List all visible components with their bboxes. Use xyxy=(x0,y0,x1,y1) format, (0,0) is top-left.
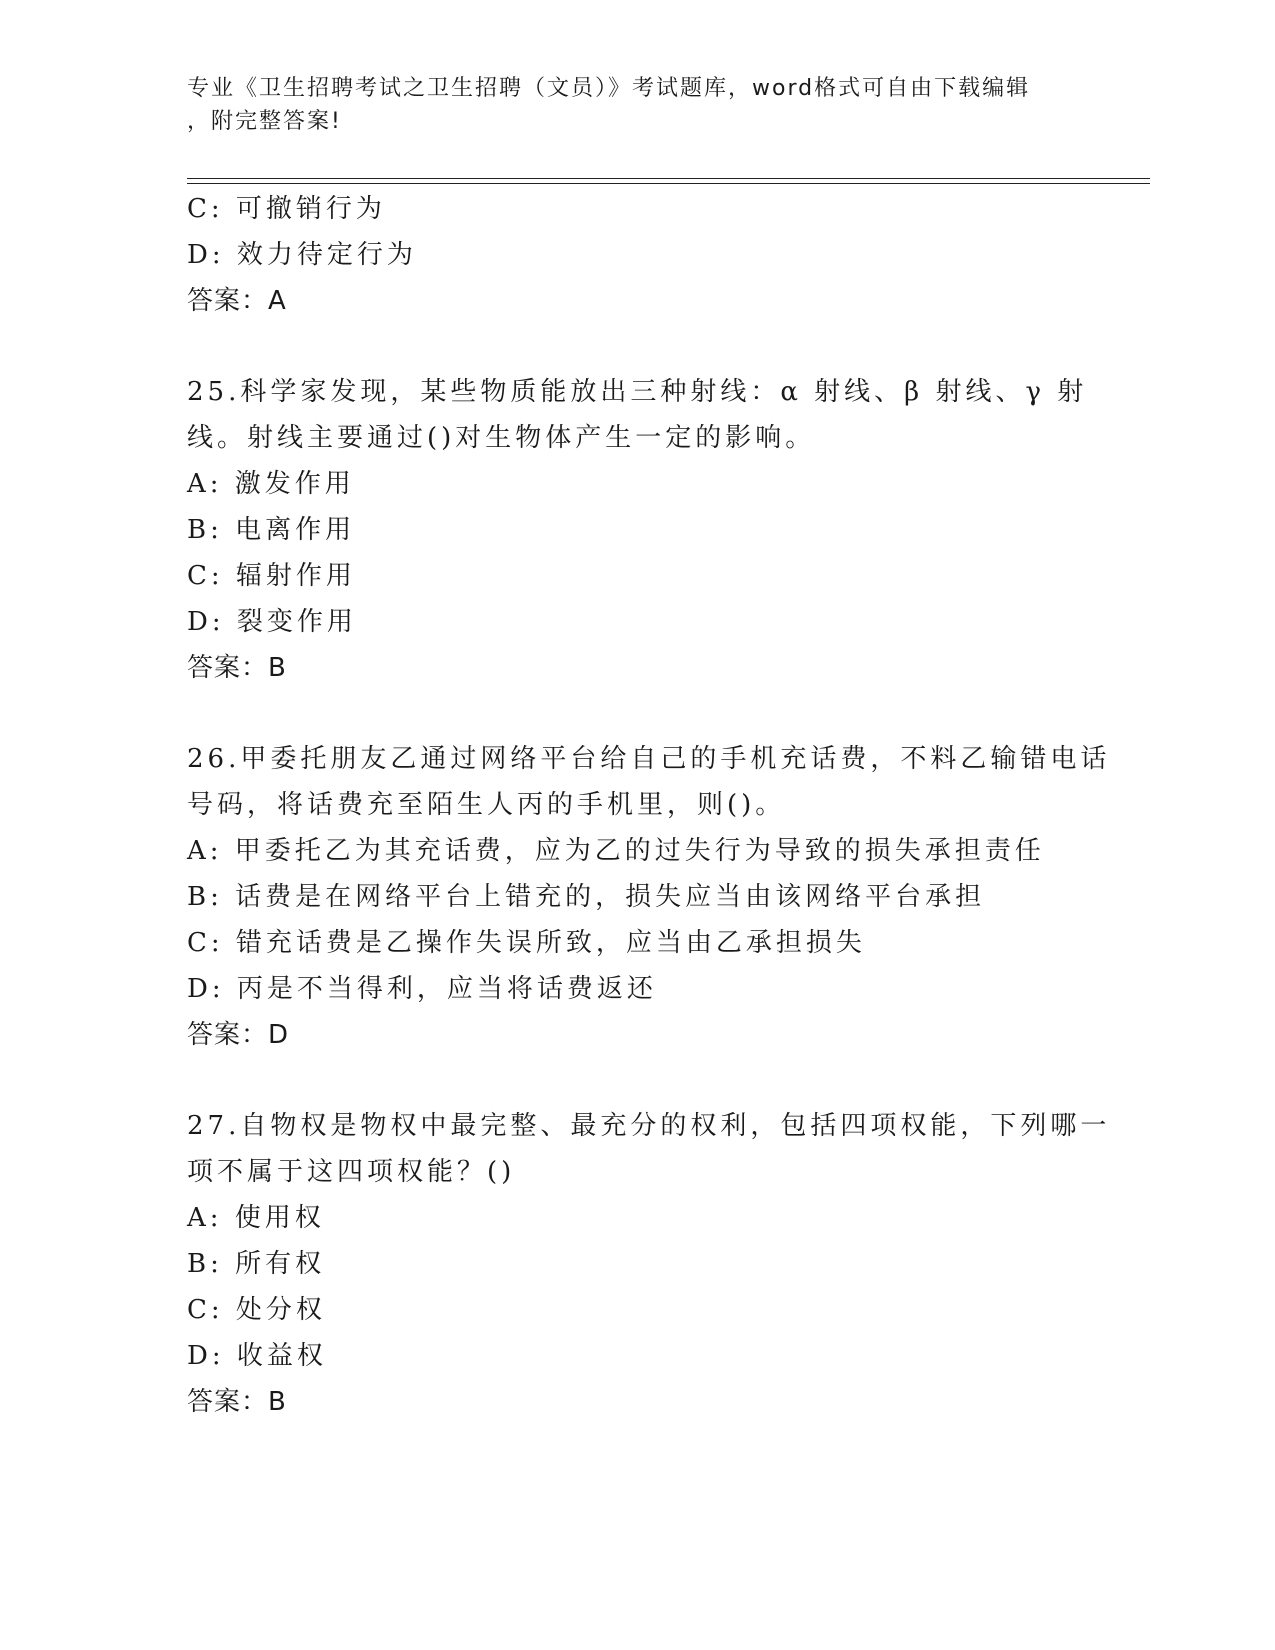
option-a: A: 甲委托乙为其充话费，应为乙的过失行为导致的损失承担责任 xyxy=(187,836,1045,866)
question-stem-line: 26.甲委托朋友乙通过网络平台给自己的手机充话费，不料乙输错电话 xyxy=(187,744,1111,774)
option-b: B: 话费是在网络平台上错充的，损失应当由该网络平台承担 xyxy=(187,882,986,912)
option-a: A: 使用权 xyxy=(187,1203,325,1233)
header-line-2: ，附完整答案! xyxy=(187,109,342,134)
question-26 xyxy=(187,736,1111,1058)
answer-line: 答案：A xyxy=(187,286,287,316)
question-25 xyxy=(187,369,1087,691)
question-stem-line: 线。射线主要通过()对生物体产生一定的影响。 xyxy=(187,423,816,453)
question-stem-line: 项不属于这四项权能？() xyxy=(187,1157,516,1187)
option-c: C: 可撤销行为 xyxy=(187,194,386,224)
option-d: D: 裂变作用 xyxy=(187,607,357,637)
answer-line: 答案：D xyxy=(187,1020,290,1050)
option-c: C: 辐射作用 xyxy=(187,561,356,591)
question-24-continuation xyxy=(187,186,1087,324)
question-stem-line: 号码，将话费充至陌生人丙的手机里，则()。 xyxy=(187,790,786,820)
header-divider-bottom xyxy=(187,183,1150,184)
option-d: D: 收益权 xyxy=(187,1341,327,1371)
option-d: D: 丙是不当得利，应当将话费返还 xyxy=(187,974,657,1004)
question-stem-line: 25.科学家发现，某些物质能放出三种射线：α 射线、β 射线、γ 射 xyxy=(187,377,1088,407)
document-header xyxy=(187,72,1067,138)
option-c: C: 错充话费是乙操作失误所致，应当由乙承担损失 xyxy=(187,928,866,958)
header-divider-top xyxy=(187,178,1150,179)
header-line-1: 专业《卫生招聘考试之卫生招聘（文员）》考试题库，word格式可自由下载编辑 xyxy=(187,76,1031,101)
answer-line: 答案：B xyxy=(187,653,287,683)
option-c: C: 处分权 xyxy=(187,1295,326,1325)
question-stem-line: 27.自物权是物权中最完整、最充分的权利，包括四项权能，下列哪一 xyxy=(187,1111,1111,1141)
option-a: A: 激发作用 xyxy=(187,469,355,499)
option-b: B: 电离作用 xyxy=(187,515,356,545)
question-list xyxy=(187,186,1111,1425)
option-b: B: 所有权 xyxy=(187,1249,326,1279)
option-d: D: 效力待定行为 xyxy=(187,240,417,270)
question-27 xyxy=(187,1103,1111,1425)
answer-line: 答案：B xyxy=(187,1387,287,1417)
